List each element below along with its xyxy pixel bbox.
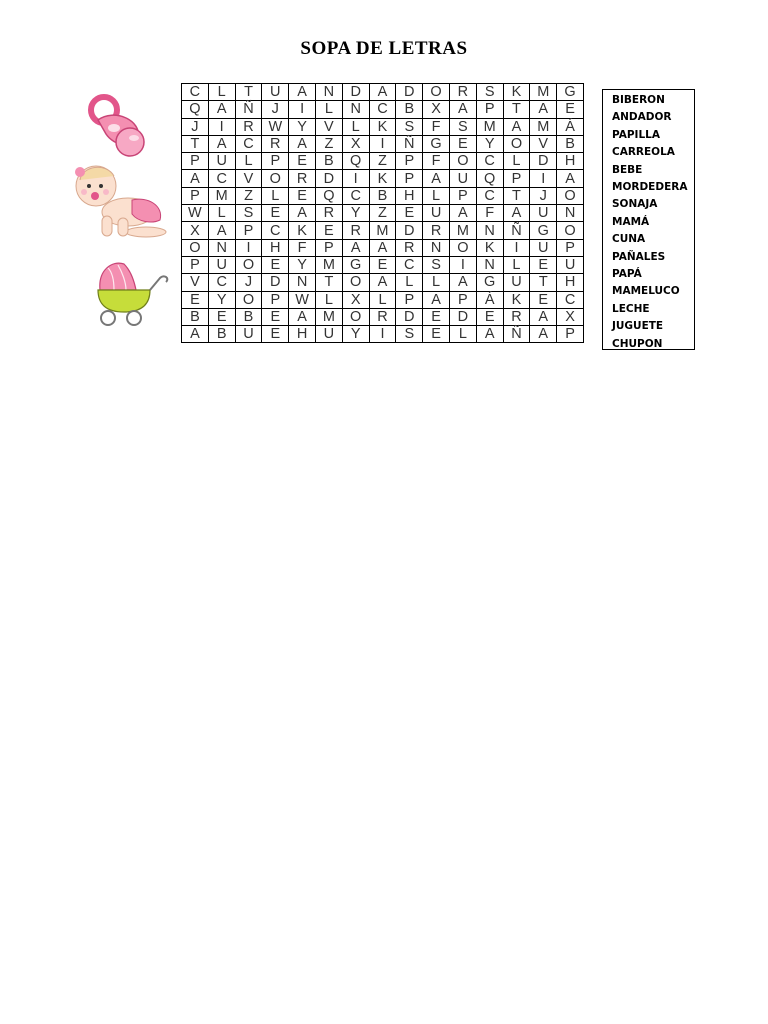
grid-cell: O (557, 222, 584, 239)
grid-cell: D (449, 308, 476, 325)
grid-cell: T (503, 187, 530, 204)
grid-cell: T (530, 274, 557, 291)
grid-cell: H (396, 187, 423, 204)
word-list-item: PAÑALES (612, 250, 666, 263)
grid-cell: L (503, 256, 530, 273)
grid-cell: E (530, 291, 557, 308)
grid-cell: A (476, 326, 503, 343)
grid-cell: R (315, 205, 342, 222)
grid-cell: T (235, 84, 262, 101)
grid-cell: N (342, 101, 369, 118)
word-list-item: ANDADOR (612, 111, 672, 124)
grid-cell: I (503, 239, 530, 256)
grid-cell: B (182, 308, 209, 325)
grid-cell: C (262, 222, 289, 239)
grid-cell: E (208, 308, 235, 325)
grid-cell: K (503, 291, 530, 308)
grid-cell: K (476, 239, 503, 256)
grid-cell: E (262, 205, 289, 222)
grid-cell: R (262, 135, 289, 152)
grid-cell: E (557, 101, 584, 118)
grid-cell: O (423, 84, 450, 101)
grid-cell: N (476, 256, 503, 273)
grid-cell: L (369, 291, 396, 308)
grid-cell: O (503, 135, 530, 152)
grid-cell: C (369, 101, 396, 118)
grid-cell: P (182, 187, 209, 204)
grid-cell: U (503, 274, 530, 291)
grid-cell: R (342, 222, 369, 239)
grid-cell: S (235, 205, 262, 222)
grid-cell: L (262, 187, 289, 204)
grid-cell: B (235, 308, 262, 325)
grid-cell: Y (208, 291, 235, 308)
grid-cell: C (235, 135, 262, 152)
grid-cell: Q (342, 153, 369, 170)
grid-cell: X (423, 101, 450, 118)
grid-cell: O (262, 170, 289, 187)
grid-cell: A (557, 170, 584, 187)
grid-cell: E (289, 187, 316, 204)
grid-cell: U (208, 153, 235, 170)
grid-row (182, 135, 584, 152)
grid-cell: A (342, 239, 369, 256)
grid-cell: D (530, 153, 557, 170)
grid-cell: A (449, 274, 476, 291)
grid-cell: A (530, 326, 557, 343)
grid-cell: Z (235, 187, 262, 204)
grid-cell: Y (342, 205, 369, 222)
grid-cell: R (503, 308, 530, 325)
grid-cell: W (289, 291, 316, 308)
grid-cell: Z (369, 153, 396, 170)
grid-cell: I (449, 256, 476, 273)
grid-cell: L (235, 153, 262, 170)
grid-cell: M (530, 118, 557, 135)
grid-cell: T (182, 135, 209, 152)
grid-cell: Ñ (235, 101, 262, 118)
grid-cell: D (396, 222, 423, 239)
grid-cell: E (369, 256, 396, 273)
grid-cell: P (235, 222, 262, 239)
grid-cell: G (423, 135, 450, 152)
grid-cell: E (423, 308, 450, 325)
grid-cell: E (262, 326, 289, 343)
page-title: SOPA DE LETRAS (300, 38, 468, 59)
grid-cell: C (557, 291, 584, 308)
grid-cell: B (208, 326, 235, 343)
grid-cell: U (449, 170, 476, 187)
grid-cell: I (369, 326, 396, 343)
grid-cell: A (449, 205, 476, 222)
grid-row (182, 101, 584, 118)
grid-cell: G (557, 84, 584, 101)
grid-cell: X (342, 135, 369, 152)
grid-cell: A (289, 308, 316, 325)
grid-cell: N (476, 222, 503, 239)
word-list-item: CUNA (612, 233, 646, 246)
grid-cell: A (369, 274, 396, 291)
grid-cell: I (342, 170, 369, 187)
grid-cell: O (342, 308, 369, 325)
grid-cell: P (557, 326, 584, 343)
grid-row (182, 153, 584, 170)
grid-cell: L (449, 326, 476, 343)
grid-cell: E (476, 308, 503, 325)
grid-cell: O (235, 291, 262, 308)
grid-cell: L (423, 187, 450, 204)
grid-cell: R (449, 84, 476, 101)
grid-row (182, 308, 584, 325)
grid-cell: G (476, 274, 503, 291)
grid-cell: A (289, 205, 316, 222)
grid-cell: A (182, 326, 209, 343)
grid-row (182, 291, 584, 308)
grid-cell: A (289, 135, 316, 152)
grid-cell: P (262, 153, 289, 170)
grid-cell: R (396, 239, 423, 256)
grid-cell: A (423, 170, 450, 187)
grid-cell: O (557, 187, 584, 204)
grid-cell: M (369, 222, 396, 239)
grid-row (182, 274, 584, 291)
grid-cell: C (476, 153, 503, 170)
grid-cell: H (262, 239, 289, 256)
word-list-item: BEBE (612, 163, 643, 176)
grid-cell: B (369, 187, 396, 204)
grid-cell: Ñ (503, 222, 530, 239)
grid-cell: J (182, 118, 209, 135)
grid-cell: R (423, 222, 450, 239)
grid-cell: J (235, 274, 262, 291)
grid-cell: A (503, 118, 530, 135)
grid-cell: F (423, 153, 450, 170)
grid-cell: L (423, 274, 450, 291)
grid-cell: C (396, 256, 423, 273)
baby-icon (72, 162, 168, 240)
grid-cell: M (530, 84, 557, 101)
grid-cell: P (396, 153, 423, 170)
grid-cell: E (315, 222, 342, 239)
word-search-grid (181, 83, 584, 343)
grid-cell: P (396, 170, 423, 187)
word-list-item: PAPÁ (612, 268, 642, 281)
grid-cell: O (342, 274, 369, 291)
word-list-item: CHUPON (612, 337, 663, 350)
grid-cell: P (476, 101, 503, 118)
grid-cell: E (289, 153, 316, 170)
grid-row (182, 256, 584, 273)
grid-cell: F (423, 118, 450, 135)
grid-cell: H (557, 153, 584, 170)
grid-cell: L (208, 205, 235, 222)
grid-cell: J (262, 101, 289, 118)
grid-cell: H (557, 274, 584, 291)
grid-cell: C (476, 187, 503, 204)
grid-cell: Y (476, 135, 503, 152)
grid-cell: Q (476, 170, 503, 187)
word-list-item: LECHE (612, 302, 650, 315)
word-list (602, 89, 695, 350)
word-list-item: PAPILLA (612, 128, 660, 141)
grid-cell: M (315, 308, 342, 325)
grid-cell: F (289, 239, 316, 256)
grid-cell: P (182, 153, 209, 170)
grid-cell: N (423, 239, 450, 256)
grid-cell: S (396, 118, 423, 135)
grid-cell: C (182, 84, 209, 101)
grid-cell: R (289, 170, 316, 187)
grid-cell: L (208, 84, 235, 101)
grid-cell: W (182, 205, 209, 222)
grid-cell: L (503, 153, 530, 170)
word-list-item: MAMÁ (612, 215, 650, 228)
grid-cell: C (342, 187, 369, 204)
word-list-item: JUGUETE (612, 320, 664, 333)
word-list-item: CARREOLA (612, 146, 675, 159)
grid-cell: T (503, 101, 530, 118)
grid-cell: P (557, 239, 584, 256)
grid-cell: E (262, 308, 289, 325)
grid-cell: E (182, 291, 209, 308)
grid-cell: V (530, 135, 557, 152)
grid-cell: A (208, 135, 235, 152)
grid-cell: V (315, 118, 342, 135)
grid-cell: V (182, 274, 209, 291)
grid-cell: Á (557, 118, 584, 135)
grid-cell: U (262, 84, 289, 101)
grid-cell: W (262, 118, 289, 135)
grid-cell: I (369, 135, 396, 152)
grid-cell: U (530, 205, 557, 222)
grid-cell: K (289, 222, 316, 239)
grid-cell: S (476, 84, 503, 101)
grid-row (182, 118, 584, 135)
grid-cell: P (262, 291, 289, 308)
word-list-item: MORDEDERA (612, 181, 688, 194)
grid-cell: D (262, 274, 289, 291)
grid-cell: K (369, 170, 396, 187)
grid-cell: U (423, 205, 450, 222)
grid-cell: D (315, 170, 342, 187)
grid-cell: Q (315, 187, 342, 204)
grid-cell: L (396, 274, 423, 291)
grid-cell: A (369, 239, 396, 256)
grid-cell: Y (289, 256, 316, 273)
grid-cell: G (342, 256, 369, 273)
grid-cell: S (423, 256, 450, 273)
grid-cell: U (235, 326, 262, 343)
grid-cell: P (449, 187, 476, 204)
grid-cell: X (557, 308, 584, 325)
grid-cell: I (530, 170, 557, 187)
grid-cell: R (369, 308, 396, 325)
grid-cell: E (396, 205, 423, 222)
grid-cell: O (182, 239, 209, 256)
grid-row (182, 326, 584, 343)
grid-cell: O (235, 256, 262, 273)
grid-cell: U (315, 326, 342, 343)
grid-cell: L (315, 101, 342, 118)
grid-cell: C (208, 170, 235, 187)
grid-cell: K (503, 84, 530, 101)
grid-cell: A (208, 101, 235, 118)
grid-cell: P (449, 291, 476, 308)
word-list-item: SONAJA (612, 198, 658, 211)
grid-cell: A (530, 308, 557, 325)
grid-cell: Y (342, 326, 369, 343)
grid-cell: A (182, 170, 209, 187)
grid-cell: C (208, 274, 235, 291)
grid-cell: P (503, 170, 530, 187)
grid-cell: L (342, 118, 369, 135)
grid-cell: N (315, 84, 342, 101)
grid-cell: U (557, 256, 584, 273)
word-list-item: BIBERON (612, 94, 665, 106)
grid-cell: N (208, 239, 235, 256)
grid-cell: N (557, 205, 584, 222)
grid-cell: V (235, 170, 262, 187)
grid-cell: E (449, 135, 476, 152)
grid-cell: X (182, 222, 209, 239)
grid-cell: M (476, 118, 503, 135)
grid-cell: N (289, 274, 316, 291)
grid-cell: F (476, 205, 503, 222)
grid-cell: T (315, 274, 342, 291)
grid-cell: Ñ (503, 326, 530, 343)
grid-cell: U (530, 239, 557, 256)
grid-cell: G (530, 222, 557, 239)
grid-row (182, 222, 584, 239)
grid-cell: I (289, 101, 316, 118)
grid-cell: D (396, 308, 423, 325)
grid-cell: X (342, 291, 369, 308)
grid-cell: A (289, 84, 316, 101)
grid-cell: M (315, 256, 342, 273)
grid-cell: O (449, 239, 476, 256)
grid-cell: A (503, 205, 530, 222)
grid-cell: E (423, 326, 450, 343)
grid-cell: B (315, 153, 342, 170)
grid-row (182, 239, 584, 256)
grid-cell: Q (182, 101, 209, 118)
pacifier-icon (84, 90, 156, 160)
grid-cell: J (530, 187, 557, 204)
grid-cell: P (315, 239, 342, 256)
grid-cell: A (423, 291, 450, 308)
grid-cell: U (208, 256, 235, 273)
grid-cell: Z (369, 205, 396, 222)
grid-row (182, 170, 584, 187)
grid-cell: Z (315, 135, 342, 152)
grid-cell: R (235, 118, 262, 135)
grid-cell: B (396, 101, 423, 118)
grid-cell: Y (289, 118, 316, 135)
grid-cell: M (208, 187, 235, 204)
grid-cell: A (449, 101, 476, 118)
grid-cell: P (182, 256, 209, 273)
grid-row (182, 84, 584, 101)
grid-cell: D (342, 84, 369, 101)
grid-cell: A (369, 84, 396, 101)
grid-cell: D (396, 84, 423, 101)
grid-cell: H (289, 326, 316, 343)
grid-cell: S (449, 118, 476, 135)
grid-cell: E (530, 256, 557, 273)
grid-cell: A (208, 222, 235, 239)
grid-cell: Á (476, 291, 503, 308)
grid-cell: A (530, 101, 557, 118)
grid-cell: O (449, 153, 476, 170)
grid-cell: E (262, 256, 289, 273)
stroller-icon (94, 260, 174, 328)
grid-cell: P (396, 291, 423, 308)
grid-cell: Ñ (396, 135, 423, 152)
grid-cell: M (449, 222, 476, 239)
grid-cell: L (315, 291, 342, 308)
grid-cell: I (208, 118, 235, 135)
grid-cell: S (396, 326, 423, 343)
grid-cell: B (557, 135, 584, 152)
word-list-item: MAMELUCO (612, 285, 680, 298)
grid-cell: I (235, 239, 262, 256)
grid-row (182, 187, 584, 204)
grid-row (182, 205, 584, 222)
grid-cell: K (369, 118, 396, 135)
